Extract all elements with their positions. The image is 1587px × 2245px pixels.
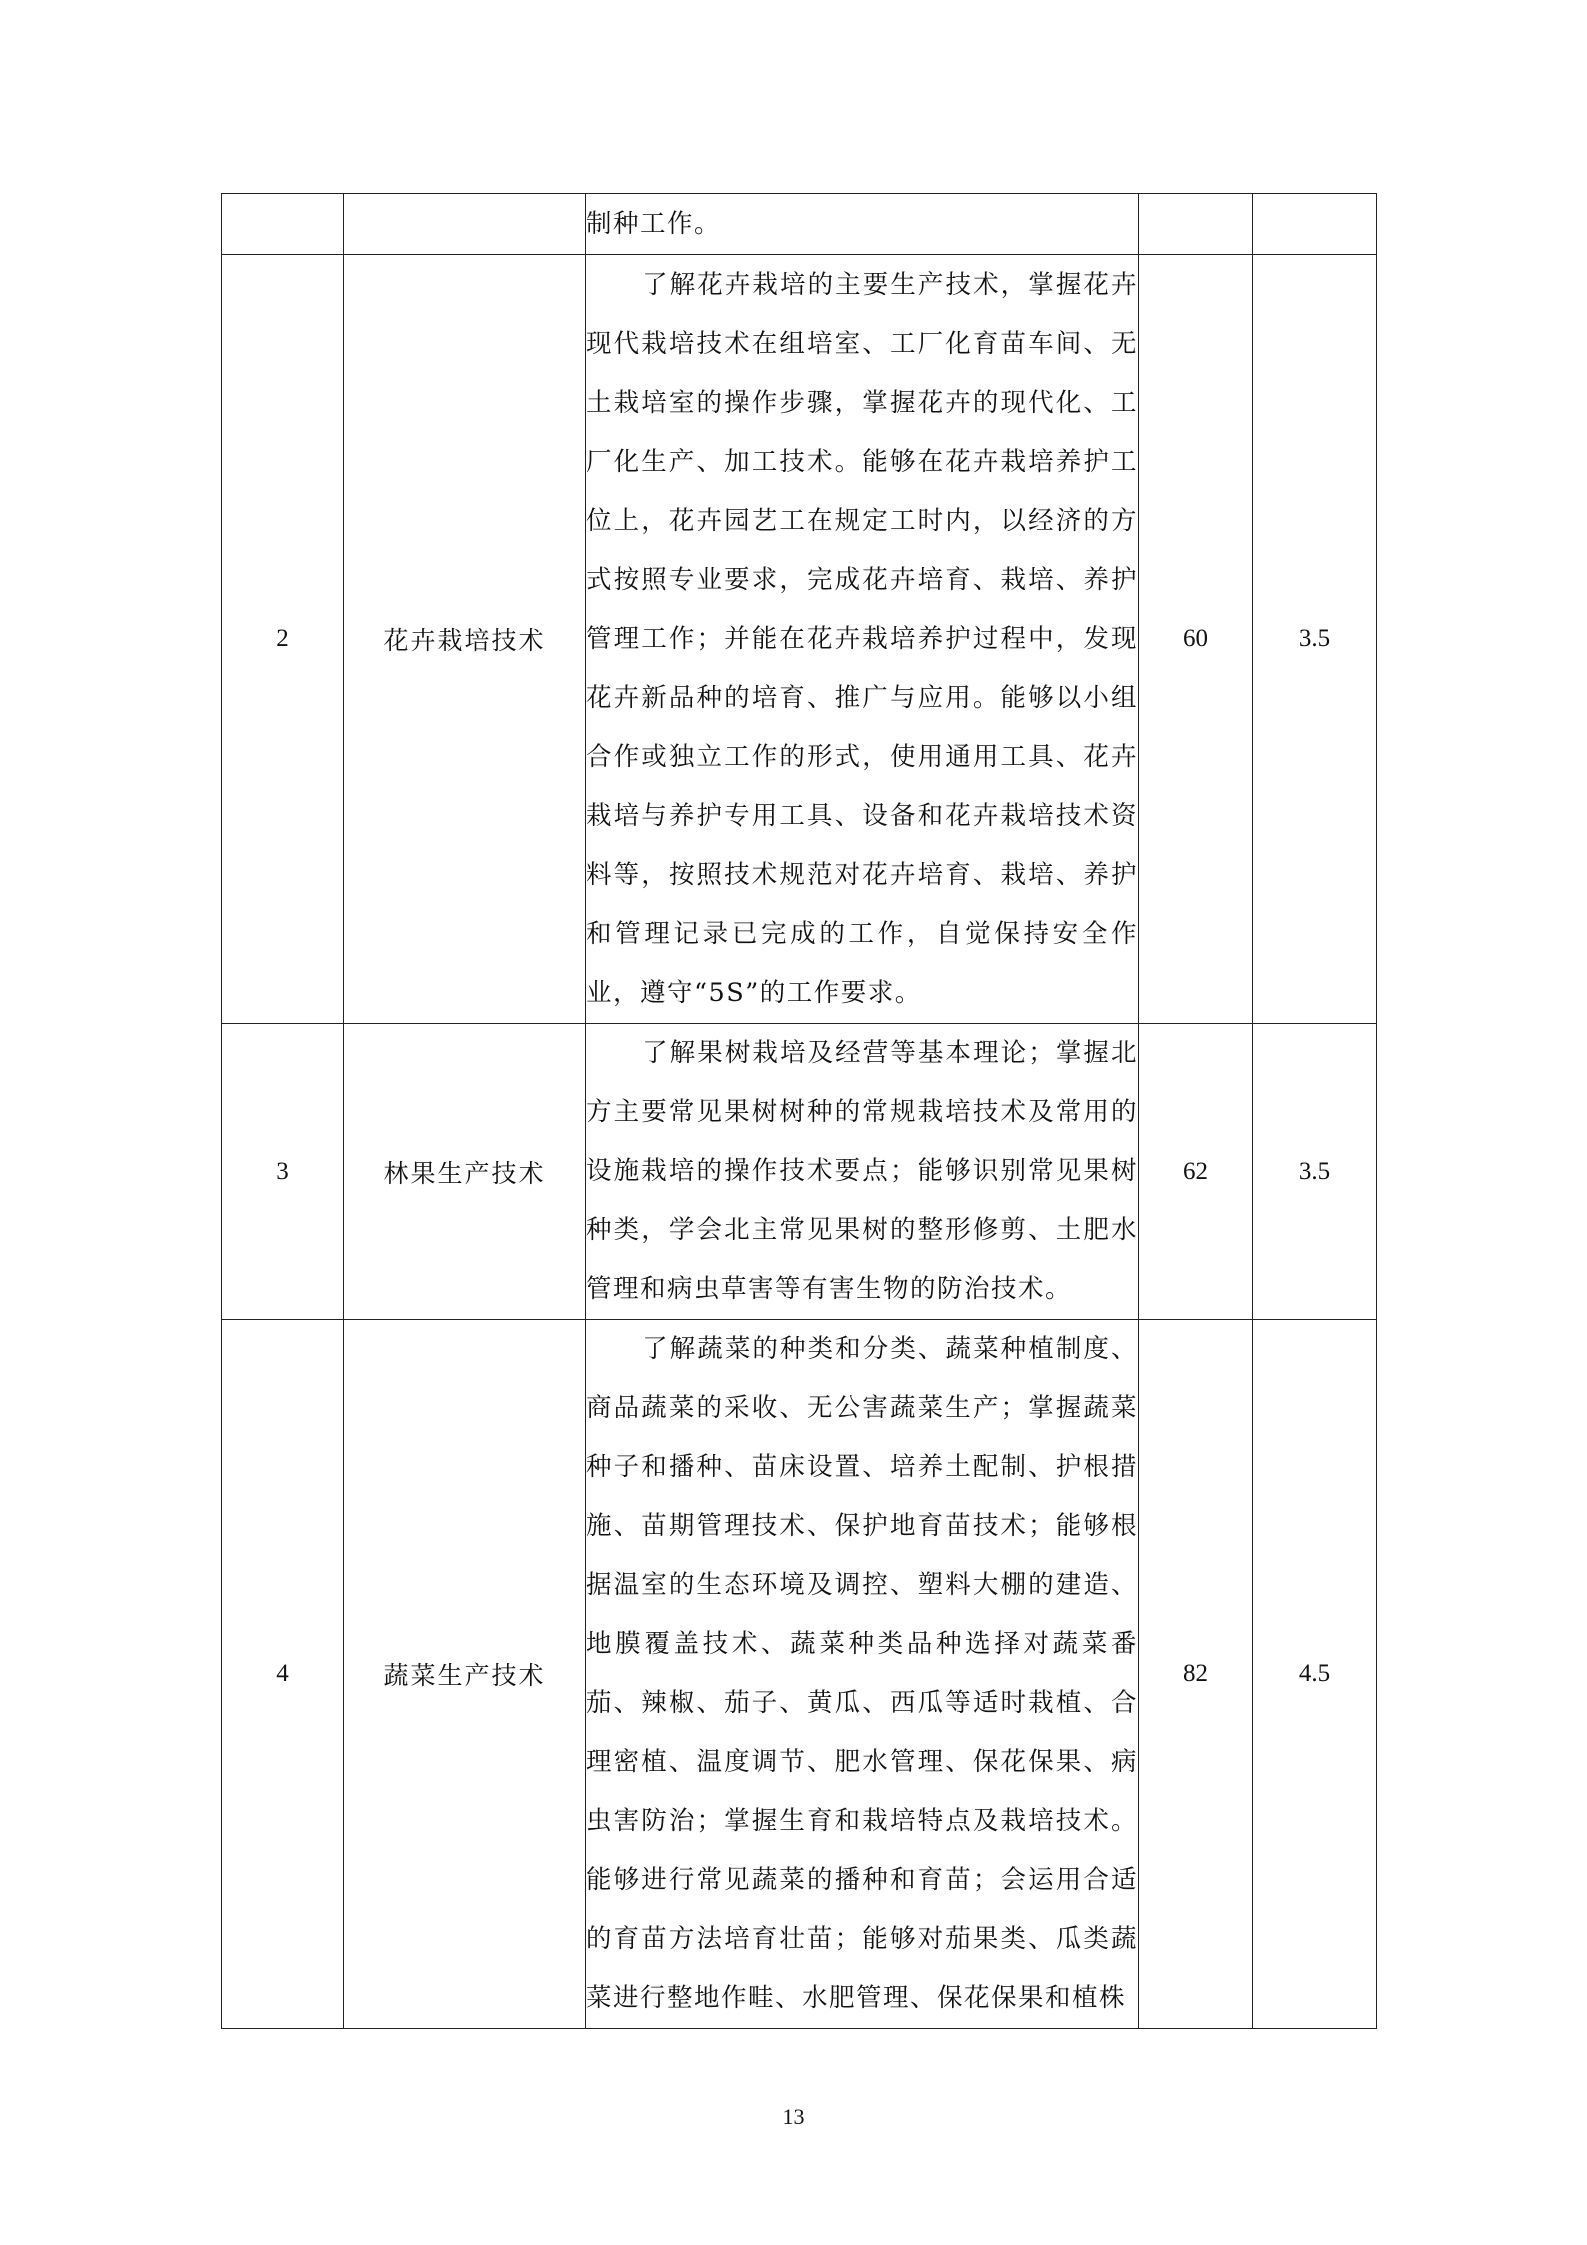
page-number: 13 <box>782 2104 805 2129</box>
credits-cell <box>1253 194 1377 255</box>
credits-cell: 3.5 <box>1253 1024 1377 1320</box>
hours-cell <box>1139 194 1253 255</box>
course-table <box>221 193 1377 2029</box>
credits-cell: 3.5 <box>1253 255 1377 1024</box>
course-name-cell: 林果生产技术 <box>344 1024 586 1320</box>
row-number-cell <box>222 194 344 255</box>
course-description-text: 制种工作。 <box>586 209 722 239</box>
course-description-text: 了解蔬菜的种类和分类、蔬菜种植制度、商品蔬菜的采收、无公害蔬菜生产；掌握蔬菜种子和播种、苗床设置、培养土配制、护根措施、苗期管理技术、保护地育苗技术；能够根据温室的生态环境及调控、塑料大棚的建造、地膜覆盖技术、蔬菜种类品种选择对蔬菜番茄、辣椒、茄子、黄瓜、西瓜等适时栽植、合理密植、温度调节、肥水管理、保花保果、病虫害防治；掌握生育和栽培特点及栽培技术。能够进行常见蔬菜的播种和育苗；会运用合适的育苗方法培育壮苗；能够对茄果类、瓜类蔬菜进行整地作畦、水肥管理、保花保果和植株 <box>586 1334 1138 2013</box>
course-description-text: 了解花卉栽培的主要生产技术，掌握花卉现代栽培技术在组培室、工厂化育苗车间、无土栽培室的操作步骤，掌握花卉的现代化、工厂化生产、加工技术。能够在花卉栽培养护工位上，花卉园艺工在规定工时内，以经济的方式按照专业要求，完成花卉培育、栽培、养护管理工作；并能在花卉栽培养护过程中，发现花卉新品种的培育、推广与应用。能够以小组合作或独立工作的形式，使用通用工具、花卉栽培与养护专用工具、设备和花卉栽培技术资料等，按照技术规范对花卉培育、栽培、养护和管理记录已完成的工作，自觉保持安全作业，遵守“5S”的工作要求。 <box>586 269 1138 1008</box>
row-number-cell: 2 <box>222 255 344 1024</box>
course-name-cell: 蔬菜生产技术 <box>344 1320 586 2029</box>
row-number-cell: 3 <box>222 1024 344 1320</box>
course-description-cell <box>586 1024 1139 1320</box>
credits-cell: 4.5 <box>1253 1320 1377 2029</box>
course-name-cell: 花卉栽培技术 <box>344 255 586 1024</box>
course-description-cell <box>586 255 1139 1024</box>
hours-cell: 60 <box>1139 255 1253 1024</box>
course-description-cell <box>586 1320 1139 2029</box>
course-description-text: 了解果树栽培及经营等基本理论；掌握北方主要常见果树树种的常规栽培技术及常用的设施栽培的操作技术要点；能够识别常见果树种类，学会北主常见果树的整形修剪、土肥水管理和病虫草害等有害生物的防治技术。 <box>586 1038 1138 1304</box>
course-description-cell <box>586 194 1139 255</box>
table-row <box>222 1320 1377 2029</box>
table-row <box>222 1024 1377 1320</box>
row-number-cell: 4 <box>222 1320 344 2029</box>
table-row <box>222 255 1377 1024</box>
table-row <box>222 194 1377 255</box>
course-name-cell <box>344 194 586 255</box>
hours-cell: 82 <box>1139 1320 1253 2029</box>
hours-cell: 62 <box>1139 1024 1253 1320</box>
